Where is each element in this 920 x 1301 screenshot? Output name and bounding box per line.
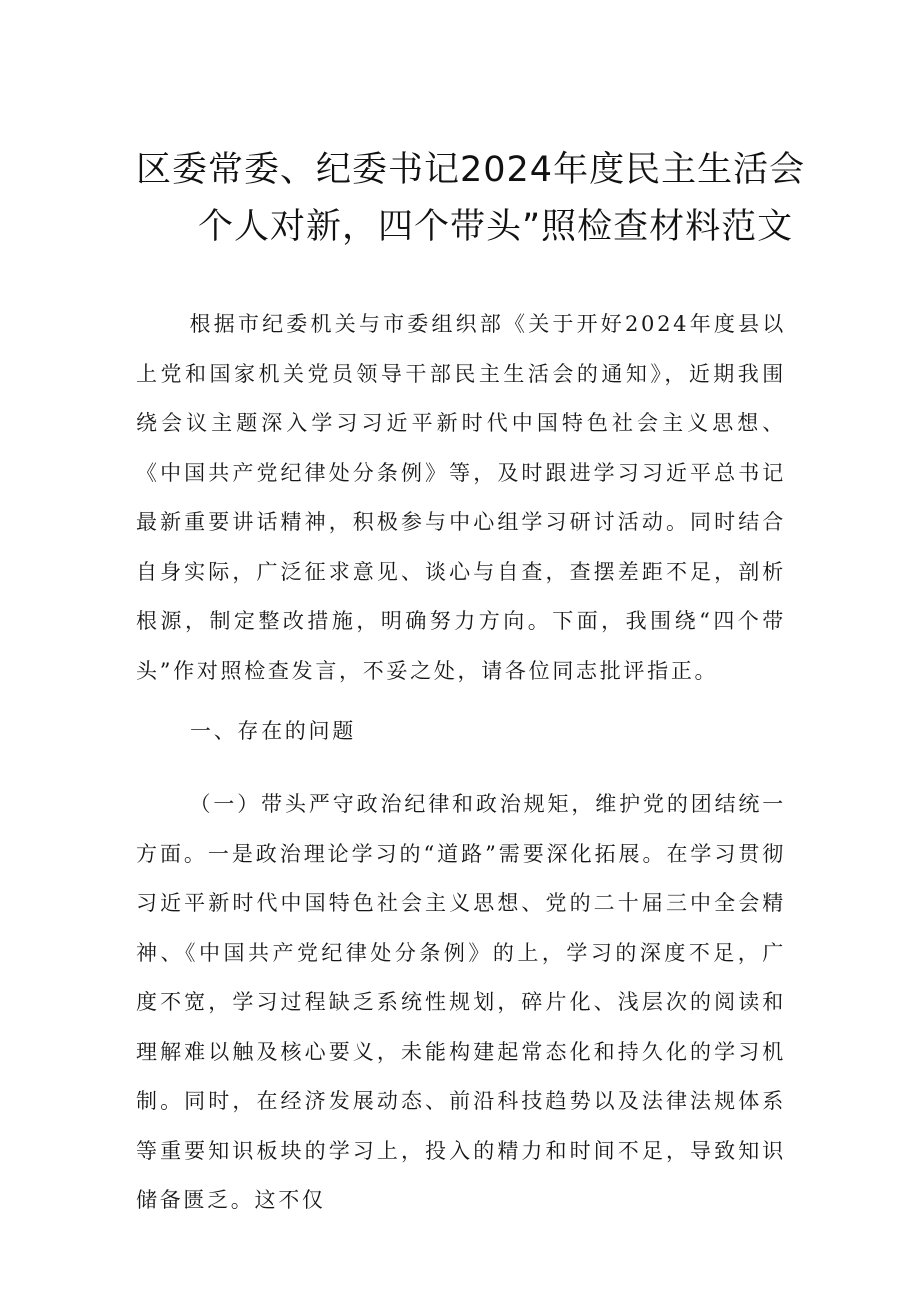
document-title-line-1: 区委常委、纪委书记2024年度民主生活会 xyxy=(136,150,806,190)
document-title-line-2: 个人对新，四个带头”照检查材料范文 xyxy=(198,207,794,247)
problem-paragraph-1: （一）带头严守政治纪律和政治规矩，维护党的团结统一方面。一是政治理论学习的“道路”需要深化拓展。在学习贯彻习近平新时代中国特色社会主义思想、党的二十届三中全会精神、《中国共产党纪律处分条例》的上，学习的深度不足，广度不宽，学习过程缺乏系统性规划，碎片化、浅层次的阅读和理解难以触及核心要义，未能构建起常态化和持久化的学习机制。同时，在经济发展动态、前沿科技趋势以及法律法规体系等重要知识板块的学习上，投入的精力和时间不足，导致知识储备匮乏。这不仅 xyxy=(136,792,786,1212)
intro-paragraph: 根据市纪委机关与市委组织部《关于开好2024年度县以上党和国家机关党员领导干部民主生活会的通知》，近期我围绕会议主题深入学习习近平新时代中国特色社会主义思想、《中国共产党纪律处分条例》等，及时跟进学习习近平总书记最新重要讲话精神，积极参与中心组学习研讨活动。同时结合自身实际，广泛征求意见、谈心与自查，查摆差距不足，剖析根源，制定整改措施，明确努力方向。下面，我围绕“四个带头”作对照检查发言，不妥之处，请各位同志批评指正。 xyxy=(136,312,786,683)
section-heading-problems: 一、存在的问题 xyxy=(190,719,356,743)
